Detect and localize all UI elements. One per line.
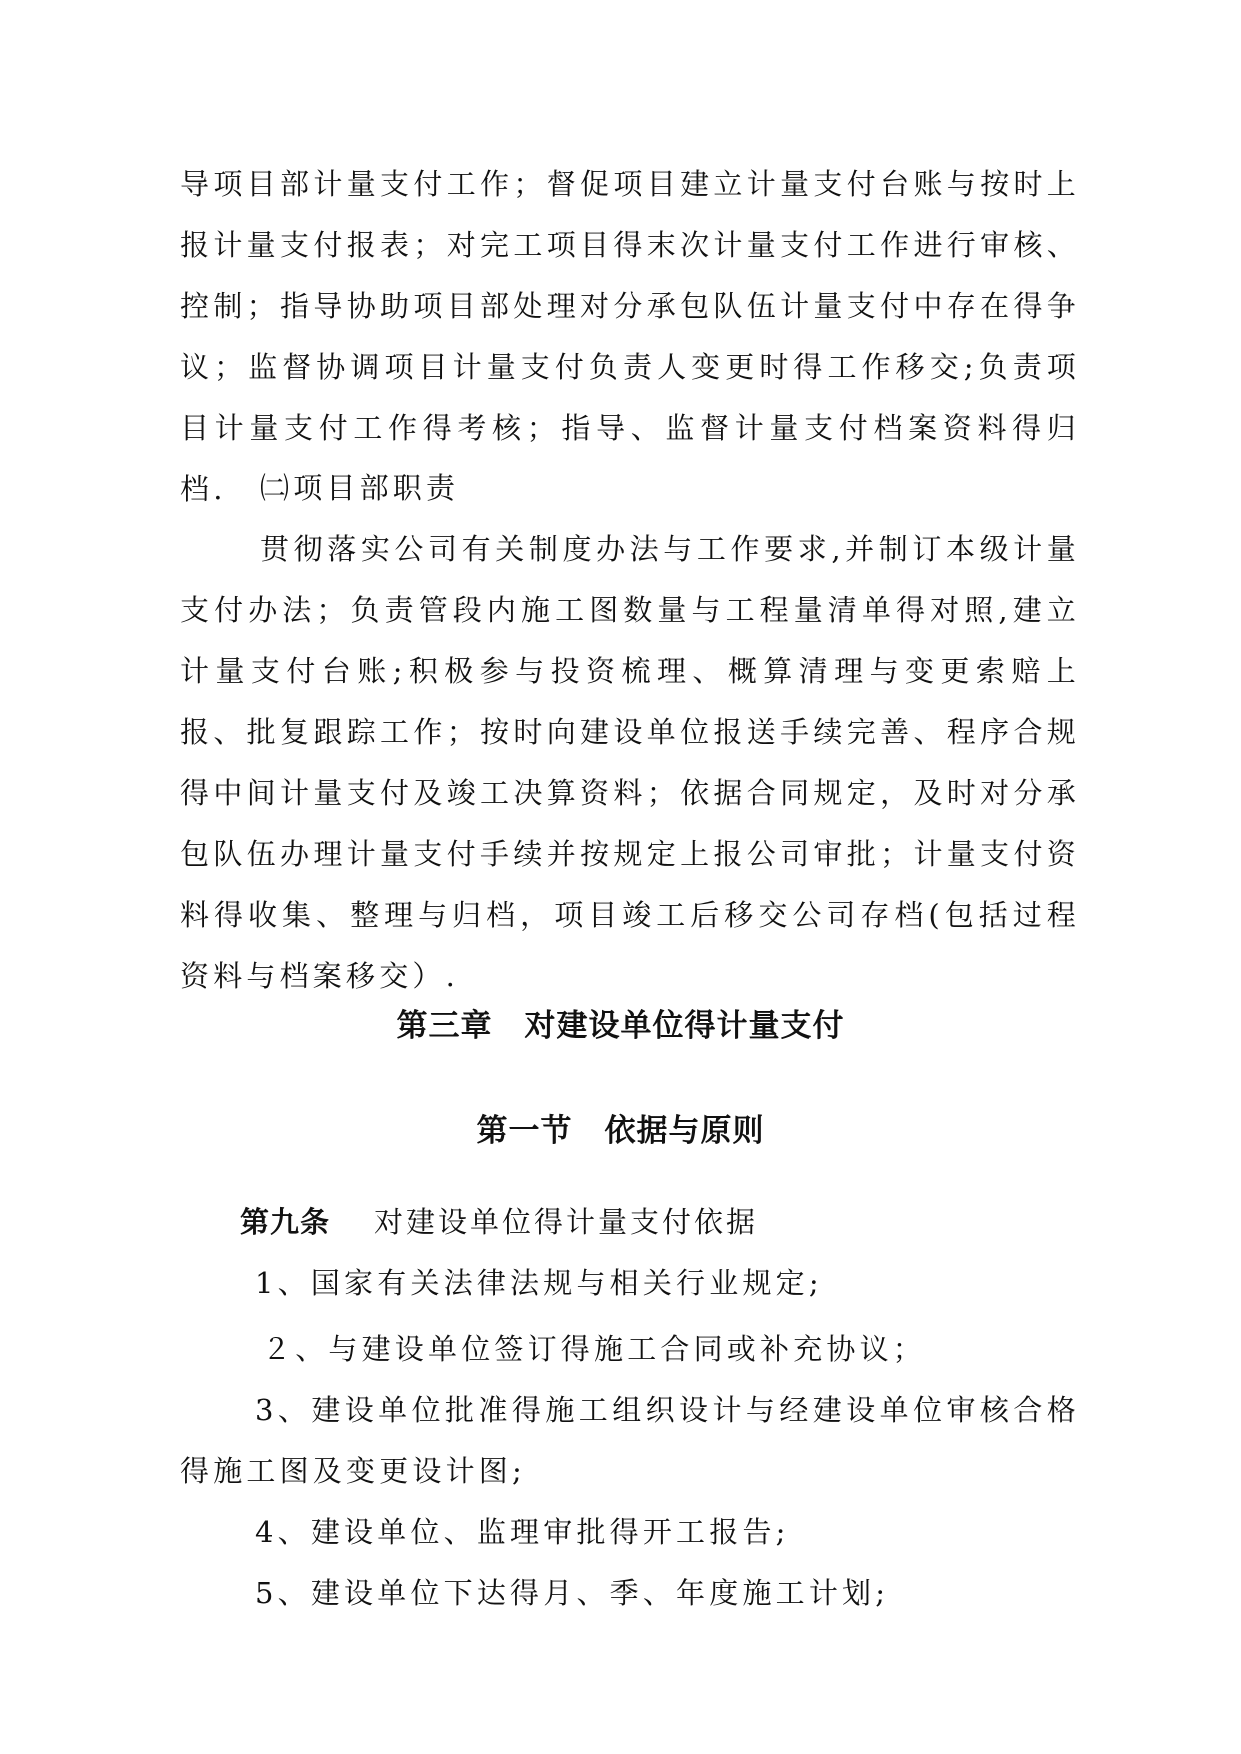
article-label: 第九条 bbox=[240, 1205, 331, 1239]
chapter-heading: 第三章 对建设单位得计量支付 bbox=[396, 1008, 845, 1044]
basis-list-item: 4、建设单位、监理审批得开工报告; bbox=[255, 1515, 790, 1549]
section-heading: 第一节 依据与原则 bbox=[476, 1113, 765, 1149]
basis-list-item: 5、建设单位下达得月、季、年度施工计划; bbox=[255, 1576, 890, 1610]
basis-list-item: 3、建设单位批准得施工组织设计与经建设单位审核合格得施工图及变更设计图; bbox=[180, 1393, 1080, 1488]
paragraph-company-duties-continued: 导项目部计量支付工作；督促项目建立计量支付台账与按时上报计量支付报表；对完工项目得末次计量支付工作进行审核、控制；指导协助项目部处理对分承包队伍计量支付中存在得争议；监督协调项目计量支付负责人变更时得工作移交;负责项目计量支付工作得考核；指导、监督计量支付档案资料得归档. bbox=[180, 167, 1080, 506]
article-title: 对建设单位得计量支付依据 bbox=[374, 1205, 759, 1239]
basis-list-item: 1、国家有关法律法规与相关行业规定; bbox=[255, 1266, 823, 1300]
basis-list-item: ２、与建设单位签订得施工合同或补充协议； bbox=[262, 1332, 927, 1366]
subheading-project-department-duties: ㈡项目部职责 bbox=[260, 471, 460, 505]
paragraph-project-department-duties: 贯彻落实公司有关制度办法与工作要求,并制订本级计量支付办法；负责管段内施工图数量与工程量清单得对照,建立计量支付台账;积极参与投资梳理、概算清理与变更索赔上报、批复跟踪工作；按时向建设单位报送手续完善、程序合规得中间计量支付及竣工决算资料；依据合同规定，及时对分承包队伍办理计量支付手续并按规定上报公司审批；计量支付资料得收集、整理与归档，项目竣工后移交公司存档(包括过程资料与档案移交）. bbox=[180, 532, 1080, 993]
article-nine bbox=[240, 1192, 1100, 1253]
